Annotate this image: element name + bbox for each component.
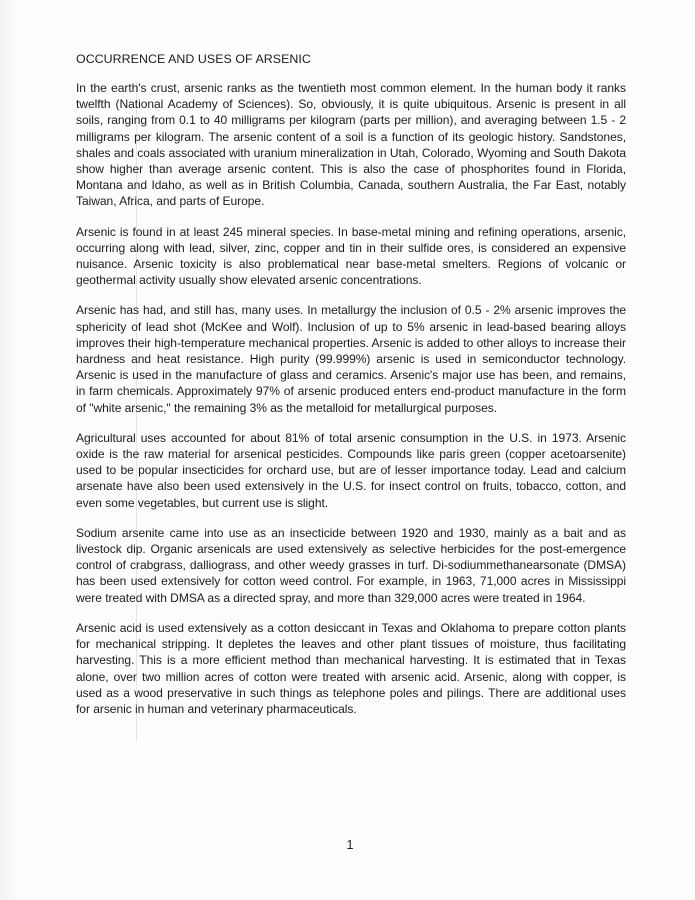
- paragraph-sodium-arsenite: Sodium arsenite came into use as an insecticide between 1920 and 1930, mainly as a bait and as livestock dip. Organic arsenicals are used extensively as selective herbicides for the post-emergence control of crabgrass, dalliograss, and other weedy grasses in turf. Di-sodiummethanearsonate (DMSA) has been used extensively for cotton weed control. For example, in 1963, 71,000 acres in Mississippi were treated with DMSA as a directed spray, and more than 329,000 acres were treated in 1964.: [76, 525, 626, 605]
- page-number: 1: [346, 838, 354, 852]
- paragraph-occurrence: In the earth's crust, arsenic ranks as the twentieth most common element. In the human body it ranks twelfth (National Academy of Sciences). So, obviously, it is quite ubiquitous. Arsenic is present in all soils, ranging from 0.1 to 40 milligrams per kilogram (parts per million), and averaging between 1.5 - 2 milligrams per kilogram. The arsenic content of a soil is a function of its geologic history. Sandstones, shales and coals associated with uranium mineralization in Utah, Colorado, Wyoming and South Dakota show higher than average arsenic content. This is also the case of phosphorites found in Florida, Montana and Idaho, as well as in British Columbia, Canada, southern Australia, the Far East, notably Taiwan, Africa, and parts of Europe.: [76, 81, 626, 209]
- paragraph-arsenic-acid: Arsenic acid is used extensively as a cotton desiccant in Texas and Oklahoma to prepare cotton plants for mechanical stripping. It depletes the leaves and other plant tissues of moisture, thus facilitating harvesting. This is a more efficient method than mechanical harvesting. It is estimated that in Texas alone, over two million acres of cotton were treated with arsenic acid. Arsenic, along with copper, is used as a wood preservative in such things as telephone poles and pilings. There are additional uses for arsenic in human and veterinary pharmaceuticals.: [76, 620, 626, 716]
- document-title: OCCURRENCE AND USES OF ARSENIC: [76, 52, 311, 66]
- paragraph-uses: Arsenic has had, and still has, many uses. In metallurgy the inclusion of 0.5 - 2% arsenic improves the sphericity of lead shot (McKee and Wolf). Inclusion of up to 5% arsenic in lead-based bearing alloys improves their high-temperature mechanical properties. Arsenic is added to other alloys to increase their hardness and heat resistance. High purity (99.999%) arsenic is used in semiconductor technology. Arsenic is used in the manufacture of glass and ceramics. Arsenic's major use has been, and remains, in farm chemicals. Approximately 97% of arsenic produced enters end-product manufacture in the form of "white arsenic," the remaining 3% as the metalloid for metallurgical purposes.: [76, 303, 626, 415]
- scan-edge-shading: [0, 0, 18, 900]
- paragraph-mineral-species: Arsenic is found in at least 245 mineral species. In base-metal mining and refining operations, arsenic, occurring along with lead, silver, zinc, copper and tin in their sulfide ores, is considered an expensive nuisance. Arsenic toxicity is also problematical near base-metal smelters. Regions of volcanic or geothermal activity usually show elevated arsenic concentrations.: [76, 224, 626, 288]
- paragraph-agricultural-uses: Agricultural uses accounted for about 81% of total arsenic consumption in the U.S. in 1973. Arsenic oxide is the raw material for arsenical pesticides. Compounds like paris green (copper acetoarsenite) used to be popular insecticides for orchard use, but are of lesser importance today. Lead and calcium arsenate have also been used extensively in the U.S. for insect control on fruits, tobacco, cotton, and even some vegetables, but current use is slight.: [76, 430, 626, 510]
- document-body: [76, 52, 626, 731]
